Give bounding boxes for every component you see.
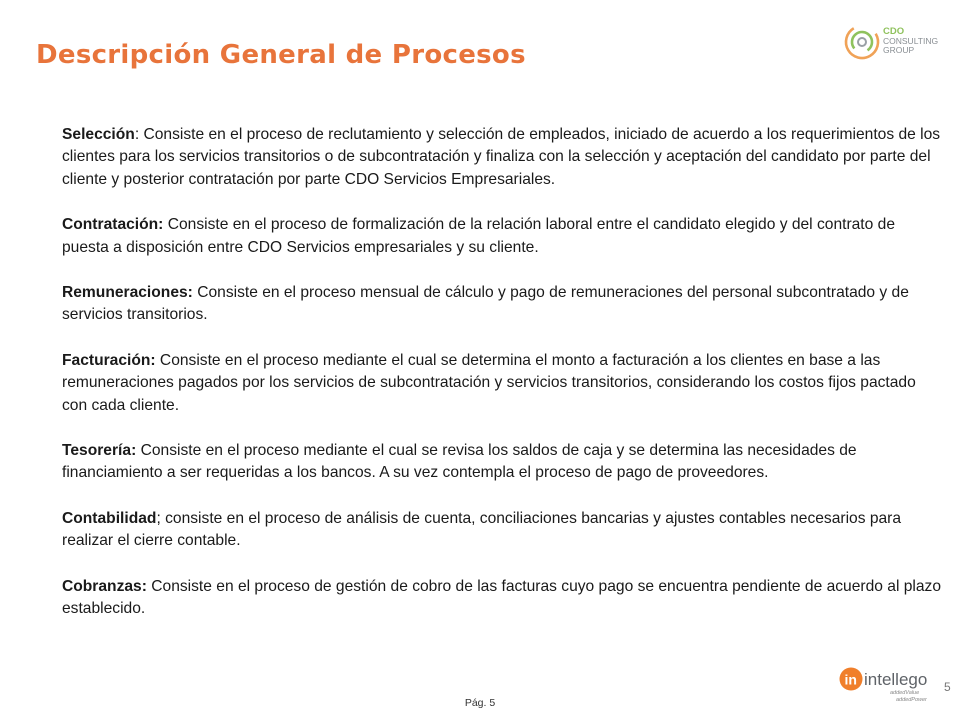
cdo-consulting-group-logo [842,18,942,64]
svg-text:intellego: intellego [864,670,928,689]
section-contratacion: Contratación: Consiste en el proceso de formalización de la relación laboral entre el candidato elegido y del contrato de puesta a disposición entre CDO Servicios empresariales y su cliente. [62,216,895,256]
svg-text:in: in [844,671,857,688]
section-term: Tesorería [62,442,132,460]
section-cobranzas: Cobranzas: Consiste en el proceso de gestión de cobro de las facturas cuyo pago se encuentra pendiente de acuerdo al plazo establecido. [62,577,942,618]
section-facturacion: Facturación: Consiste en el proceso mediante el cual se determina el monto a facturación a los clientes en base a las remuneraciones pagados por los servicios de subcontratación y servicios transitorios, considerando los costos fijos pactado con cada cliente. [62,351,916,414]
section-text: Consiste en el proceso de gestión de cobro de las facturas cuyo pago se encuentra pendiente de acuerdo al plazo establecido. [62,577,942,618]
section-tesoreria: Tesorería: Consiste en el proceso mediante el cual se revisa los saldos de caja y se determina las necesidades de financiamiento a ser requeridas a los bancos. A su vez contempla el proceso de pago de proveedores. [62,442,857,482]
section-text: Consiste en el proceso mediante el cual se revisa los saldos de caja y se determina las necesidades de financiamiento a ser requeridas a los bancos. A su vez contempla el proceso de pago de proveedores. [62,442,857,482]
section-text: Consiste en el proceso de formalización de la relación laboral entre el candidato elegido y del contrato de puesta a disposición entre CDO Servicios empresariales y su cliente. [62,216,895,256]
section-term: Contratación [62,216,159,234]
section-text: Consiste en el proceso mensual de cálculo y pago de remuneraciones del personal subcontratado y de servicios transitorios. [62,284,909,324]
section-term: Cobranzas [62,577,142,595]
section-text: Consiste en el proceso mediante el cual se determina el monto a facturación a los clientes en base a las remuneraciones pagados por los servicios de subcontratación y servicios transitorios, considerando los costos fijos pactado con cada cliente. [62,351,916,414]
page-number: 5 [944,680,951,694]
section-text: consiste en el proceso de análisis de cuenta, conciliaciones bancarias y ajustes contables necesarios para realizar el cierre contable. [62,509,902,550]
svg-text:addedValue: addedValue [890,690,920,696]
svg-text:CONSULTING: CONSULTING [883,36,939,46]
svg-text:addedPower: addedPower [896,697,927,703]
section-seleccion: Selección: Consiste en el proceso de reclutamiento y selección de empleados, iniciado de acuerdo a los requerimientos de los clientes para los servicios transitorios o de subcontratación y finaliza con la selección y aceptación del candidato por parte del cliente y posterior contratación por parte CDO Servicios Empresariales. [62,126,941,188]
section-text: Consiste en el proceso de reclutamiento y selección de empleados, iniciado de acuerdo a los requerimientos de los clientes para los servicios transitorios o de subcontratación y finaliza con la selección y aceptación del candidato por parte del cliente y posterior contratación por parte CDO Servicios Empresariales. [62,126,941,188]
svg-text:CDO: CDO [883,26,905,37]
svg-text:GROUP: GROUP [883,45,915,55]
section-term: Facturación [62,351,151,369]
page-title: Descripción General de Procesos [36,40,526,70]
section-term: Contabilidad [62,509,157,527]
process-description-list [62,124,942,644]
section-contabilidad: Contabilidad; consiste en el proceso de análisis de cuenta, conciliaciones bancarias y ajustes contables necesarios para realizar el cierre contable. [62,509,902,550]
page-footer-label: Pág. 5 [464,697,496,709]
section-term: Remuneraciones [62,284,188,302]
section-term: Selección [62,126,135,143]
section-remuneraciones: Remuneraciones: Consiste en el proceso mensual de cálculo y pago de remuneraciones del personal subcontratado y de servicios transitorios. [62,284,909,324]
